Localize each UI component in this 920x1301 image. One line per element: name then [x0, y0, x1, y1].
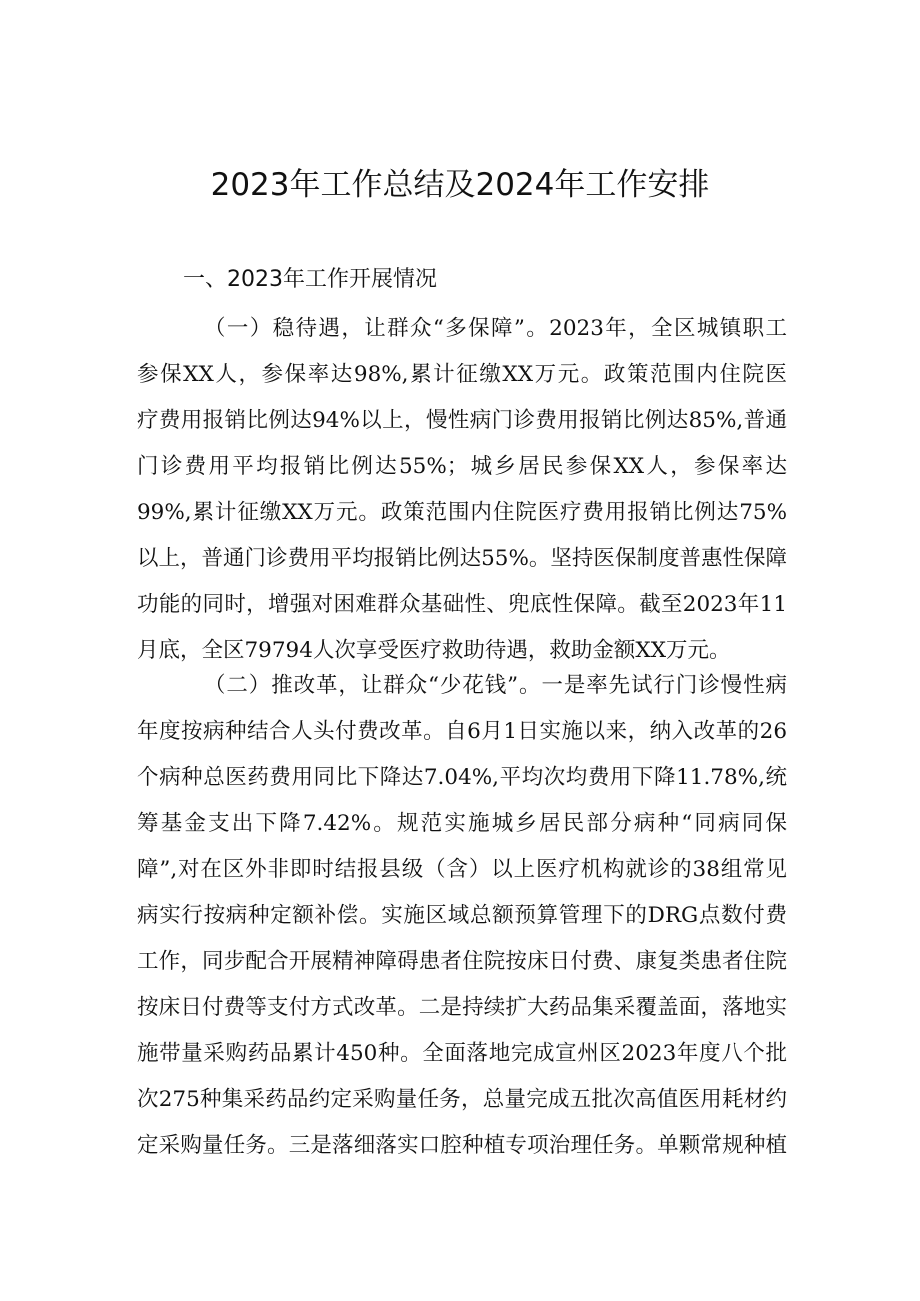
paragraph-line: 以上，普通门诊费用平均报销比例达55%。坚持医保制度普惠性保障: [137, 546, 787, 571]
paragraph-treatment: [137, 306, 787, 674]
paragraph-line: 99%,累计征缴XX万元。政策范围内住院医疗费用报销比例达75%: [137, 500, 787, 525]
paragraph-line: 年度按病种结合人头付费改革。自6月1日实施以来，纳入改革的26: [137, 719, 787, 744]
paragraph-line: （二）推改革，让群众“少花钱”。一是率先试行门诊慢性病: [204, 673, 787, 698]
paragraph-line: 筹基金支出下降7.42%。规范实施城乡居民部分病种“同病同保: [137, 811, 787, 836]
paragraph-line: 门诊费用平均报销比例达55%；城乡居民参保XX人，参保率达: [137, 454, 787, 479]
paragraph-line: 参保XX人，参保率达98%,累计征缴XX万元。政策范围内住院医: [137, 362, 787, 387]
paragraph-line: 定采购量任务。三是落细落实口腔种植专项治理任务。单颗常规种植: [137, 1133, 787, 1158]
section-heading: 一、2023年工作开展情况: [183, 267, 437, 292]
paragraph-line: 障”,对在区外非即时结报县级（含）以上医疗机构就诊的38组常见: [137, 857, 787, 882]
paragraph-line: 次275种集采药品约定采购量任务，总量完成五批次高值医用耗材约: [137, 1087, 787, 1112]
document-title: 2023年工作总结及2024年工作安排: [210, 167, 710, 203]
paragraph-line: （一）稳待遇，让群众“多保障”。2023年，全区城镇职工: [204, 316, 787, 341]
paragraph-line: 施带量采购药品累计450种。全面落地完成宣州区2023年度八个批: [137, 1041, 787, 1066]
paragraph-line: 功能的同时，增强对困难群众基础性、兜底性保障。截至2023年11: [137, 592, 787, 617]
paragraph-reform: [137, 663, 787, 1169]
paragraph-line: 疗费用报销比例达94%以上，慢性病门诊费用报销比例达85%,普通: [137, 408, 787, 433]
paragraph-line: 工作，同步配合开展精神障碍患者住院按床日付费、康复类患者住院: [137, 949, 787, 974]
paragraph-line: 月底，全区79794人次享受医疗救助待遇，救助金额XX万元。: [137, 638, 731, 663]
paragraph-line: 病实行按病种定额补偿。实施区域总额预算管理下的DRG点数付费: [137, 903, 787, 928]
paragraph-line: 个病种总医药费用同比下降达7.04%,平均次均费用下降11.78%,统: [137, 765, 787, 790]
paragraph-line: 按床日付费等支付方式改革。二是持续扩大药品集采覆盖面，落地实: [137, 995, 787, 1020]
